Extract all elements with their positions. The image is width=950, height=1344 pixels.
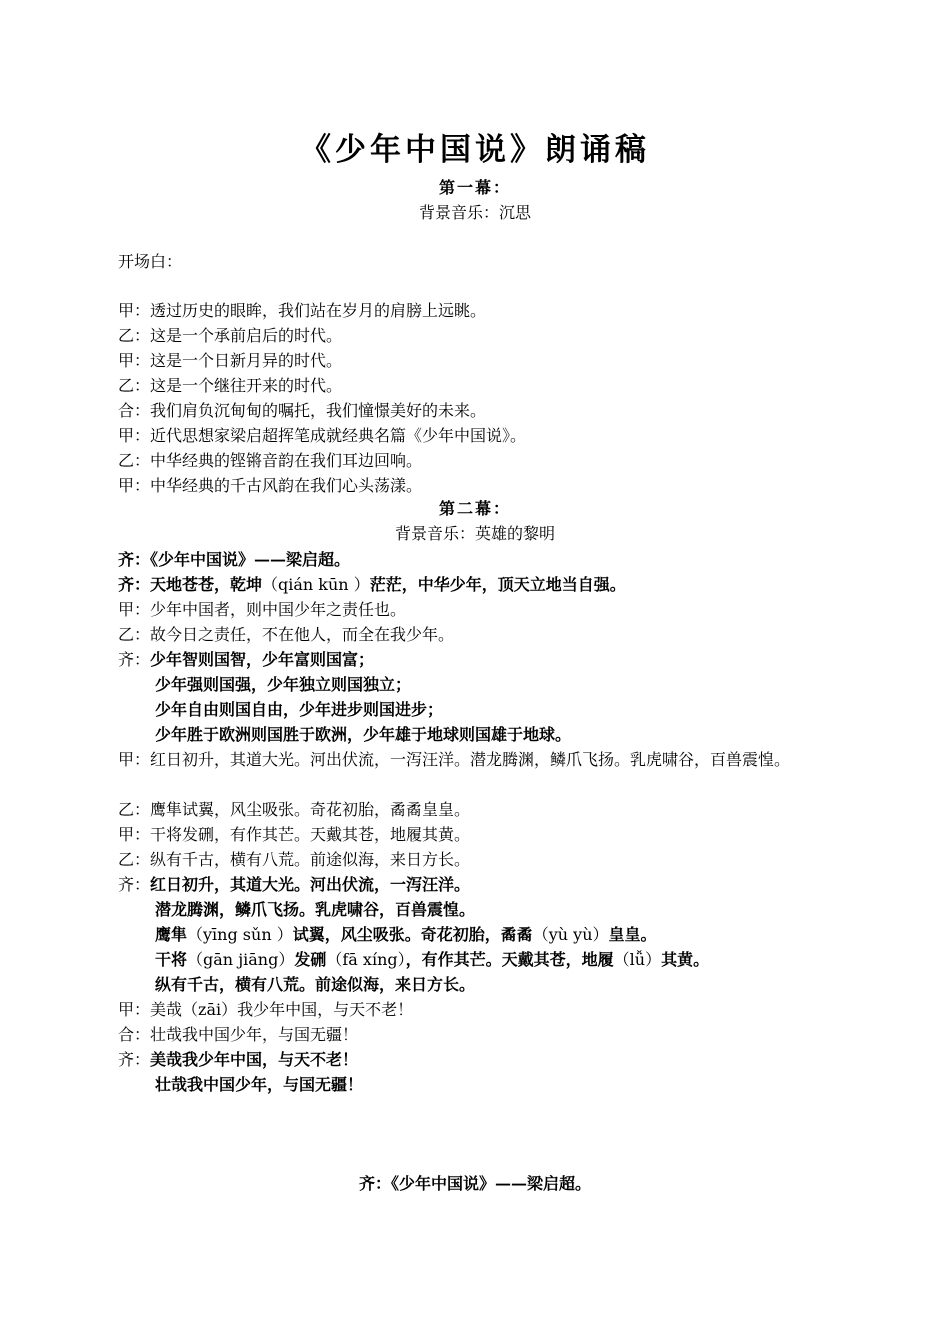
- act2-music: 背景音乐：英雄的黎明: [394, 524, 555, 543]
- opening-label: 开场白：: [118, 252, 183, 271]
- script-line: 齐：少年智则国智，少年富则国富；: [118, 650, 375, 669]
- script-line: 甲：透过历史的眼眸，我们站在岁月的肩膀上远眺。: [118, 301, 487, 320]
- act1-music: 背景音乐：沉思: [418, 203, 531, 222]
- script-line: 乙：纵有千古，横有八荒。前途似海，来日方长。: [118, 850, 471, 869]
- script-line: 壮哉我中国少年，与国无疆！: [155, 1075, 364, 1094]
- script-line: 少年胜于欧洲则国胜于欧洲，少年雄于地球则国雄于地球。: [155, 725, 572, 744]
- script-line: 潜龙腾渊，鳞爪飞扬。乳虎啸谷，百兽震惶。: [155, 900, 476, 919]
- script-line: 齐：美哉我少年中国，与天不老！: [118, 1050, 359, 1069]
- script-line: 甲：中华经典的千古风韵在我们心头荡漾。: [118, 476, 423, 495]
- script-line: 乙：鹰隼试翼，风尘吸张。奇花初胎，矞矞皇皇。: [118, 800, 471, 819]
- pinyin-annotation: （lǚ）: [613, 950, 662, 969]
- script-line: 甲：红日初升，其道大光。河出伏流，一泻汪洋。潜龙腾渊，鳞爪飞扬。乳虎啸谷，百兽震惶。: [118, 750, 791, 769]
- script-line: 甲：这是一个日新月异的时代。: [118, 351, 343, 370]
- document-title: 《少年中国说》朗诵稿: [300, 132, 650, 168]
- script-line: 干将（gān jiāng）发硎（fā xíng），有作其芒。天戴其苍，地履（lǚ）其黄。: [155, 950, 710, 969]
- script-line: 齐：天地苍苍，乾坤（qián kūn ）茫茫，中华少年，顶天立地当自强。: [118, 575, 626, 594]
- pinyin-annotation: （gān jiāng）: [187, 950, 295, 969]
- script-line: 乙：中华经典的铿锵音韵在我们耳边回响。: [118, 451, 423, 470]
- script-line: 齐：《少年中国说》——梁启超。: [118, 550, 351, 569]
- script-line: 乙：这是一个继往开来的时代。: [118, 376, 343, 395]
- pinyin-annotation: （yù yù）: [532, 925, 609, 944]
- pinyin-annotation: （qián kūn ）: [262, 575, 370, 594]
- pinyin-annotation: （fā xíng）: [326, 950, 406, 969]
- script-line: 甲：少年中国者，则中国少年之责任也。: [118, 600, 407, 619]
- script-line: 甲：近代思想家梁启超挥笔成就经典名篇《少年中国说》。: [118, 426, 527, 445]
- speaker-label: 齐：: [118, 1050, 151, 1069]
- act2-heading: 第二幕：: [438, 499, 511, 518]
- script-line: 少年强则国强，少年独立则国独立；: [155, 675, 412, 694]
- script-line: 齐：红日初升，其道大光。河出伏流，一泻汪洋。: [118, 875, 471, 894]
- script-line: 甲：美哉（zāi）我少年中国，与天不老！: [118, 1000, 414, 1019]
- script-line: 乙：故今日之责任，不在他人，而全在我少年。: [118, 625, 455, 644]
- pinyin-annotation: （yīng sǔn ）: [187, 925, 293, 944]
- pinyin-annotation: （zāi）: [182, 1000, 238, 1019]
- script-line: 鹰隼（yīng sǔn ）试翼，风尘吸张。奇花初胎，矞矞（yù yù）皇皇。: [155, 925, 657, 944]
- script-line: 少年自由则国自由，少年进步则国进步；: [155, 700, 444, 719]
- script-line: 乙：这是一个承前启后的时代。: [118, 326, 343, 345]
- script-line: 纵有千古，横有八荒。前途似海，来日方长。: [155, 975, 476, 994]
- script-line: 合：我们肩负沉甸甸的嘱托，我们憧憬美好的未来。: [118, 401, 487, 420]
- script-line: 甲：干将发硎，有作其芒。天戴其苍，地履其黄。: [118, 825, 471, 844]
- speaker-label: 齐：: [118, 650, 151, 669]
- footer-line: 齐：《少年中国说》——梁启超。: [358, 1174, 591, 1193]
- script-line: 合：壮哉我中国少年，与国无疆！: [118, 1025, 359, 1044]
- act1-heading: 第一幕：: [438, 178, 511, 197]
- speaker-label: 齐：: [118, 875, 151, 894]
